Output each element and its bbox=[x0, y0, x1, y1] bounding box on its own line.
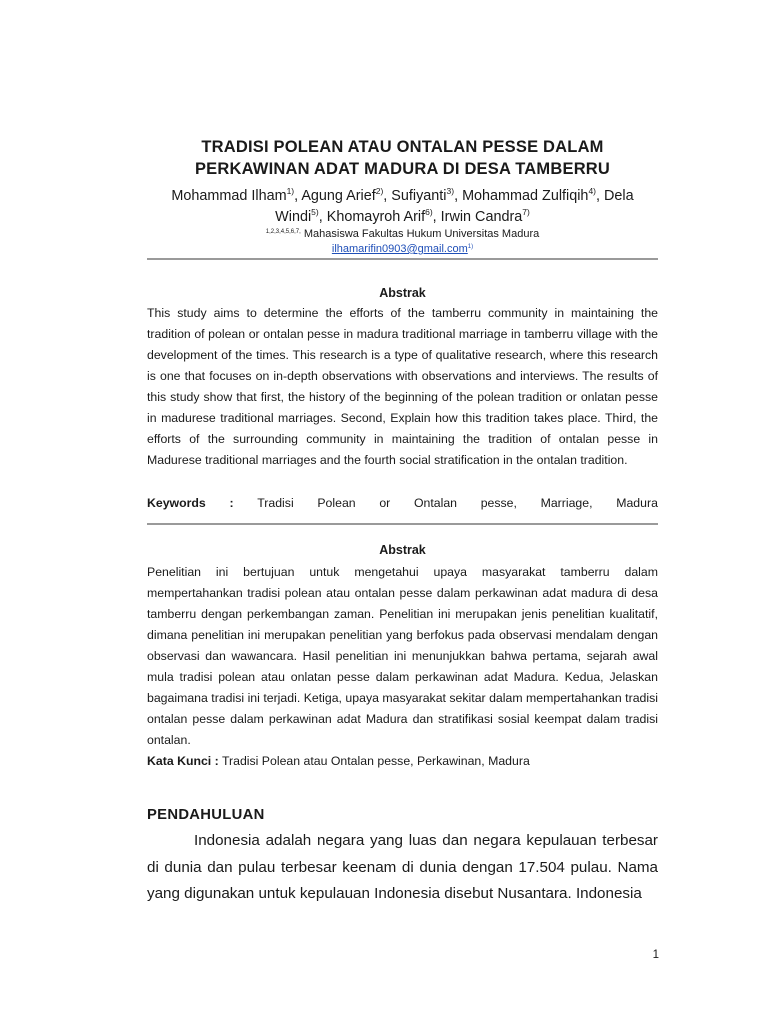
keyword: or bbox=[379, 496, 391, 510]
author-name: Agung Arief bbox=[301, 188, 376, 204]
page-number: 1 bbox=[652, 949, 659, 961]
author-separator: , bbox=[432, 209, 441, 225]
author-name: Sufiyanti bbox=[391, 188, 447, 204]
divider-top bbox=[147, 258, 658, 260]
kata-kunci-label: Kata Kunci : bbox=[147, 754, 219, 768]
author-mark: 6) bbox=[425, 207, 433, 217]
affiliation-text: Mahasiswa Fakultas Hukum Universitas Madura bbox=[303, 228, 540, 240]
keyword: Madura bbox=[616, 496, 658, 510]
author-separator: , bbox=[318, 209, 327, 225]
title-line-1: TRADISI POLEAN ATAU ONTALAN PESSE DALAM bbox=[201, 138, 604, 156]
author-separator: , bbox=[596, 188, 604, 204]
abstract-id-heading: Abstrak bbox=[379, 543, 426, 557]
author-mark: 3) bbox=[446, 186, 455, 196]
section-heading: PENDAHULUAN bbox=[147, 807, 265, 823]
keyword: Polean bbox=[317, 496, 356, 510]
author-separator: , bbox=[454, 188, 463, 204]
contact-email bbox=[147, 242, 658, 256]
intro-paragraph: Indonesia adalah negara yang luas dan negara kepulauan terbesar di dunia dan pulau terbesar keenam di dunia dengan 17.504 pulau. Nama yang digunakan untuk kepulauan Indonesia disebut Nusantara. Indonesia bbox=[147, 832, 658, 902]
keyword: Marriage, bbox=[540, 496, 593, 510]
author-list bbox=[147, 186, 658, 228]
author-name: Khomayroh Arif bbox=[326, 209, 426, 225]
abstract-id-body: Penelitian ini bertujuan untuk mengetahui upaya masyarakat tamberru dalam mempertahankan tradisi polean atau ontalan pesse dalam perkawinan adat madura di desa tamberru dengan perkembangan zaman. Penelitian ini merupakan jenis penelitian kualitatif, dimana penelitian ini merupakan penelitian yang berfokus pada observasi mendalam dengan observasi dan wawancara. Hasil penelitian ini menunjukkan bahwa pertama, sejarah awal mula tradisi polean atau onlatan pesse dalam perkawinan adat Madura. Kedua, Jelaskan bagaimana tradisi ini terjadi. Ketiga, upaya masyarakat sekitar dalam mempertahankan tradisi ontalan pesse dalam perkawinan adat Madura dan stratifikasi sosial keempat dalam tradisi ontalan. bbox=[147, 565, 658, 747]
keyword: Tradisi bbox=[257, 496, 294, 510]
email-link[interactable]: ilhamarifin0903@gmail.com bbox=[331, 243, 468, 255]
author-separator: , bbox=[383, 188, 392, 204]
title-line-2: PERKAWINAN ADAT MADURA DI DESA TAMBERRU bbox=[194, 160, 611, 178]
keywords-label: Keywords bbox=[147, 496, 206, 510]
author-name: Mohammad Ilham bbox=[171, 188, 287, 204]
author-mark: 4) bbox=[588, 186, 596, 196]
email-mark: 1) bbox=[467, 244, 474, 250]
affiliation bbox=[147, 227, 658, 241]
affiliation-marks: 1,2,3,4,5,6,7, bbox=[265, 229, 301, 235]
keyword: pesse, bbox=[480, 496, 517, 510]
divider-bottom bbox=[147, 523, 658, 525]
paper-title bbox=[147, 136, 658, 180]
author-mark: 7) bbox=[522, 207, 530, 217]
keyword: Ontalan bbox=[413, 496, 458, 510]
keywords-en bbox=[147, 495, 658, 511]
abstract-en-body: This study aims to determine the efforts of the tamberru community in maintaining the tradition of polean or ontalan pesse in madura traditional marriage in tamberru village with the development of the times. This research is a type of qualitative research, where this research is one that focuses on in-depth observations with observations and interviews. The results of this study show that first, the history of the beginning of the polean tradition or onlatan pesse in madurese traditional marriages. Second, Explain how this tradition takes place. Third, the efforts of the surrounding community in maintaining the tradition of ontalan pesse in Madurese traditional marriages and the fourth social stratification in the ontalan tradition. bbox=[147, 306, 658, 467]
author-name: Dela Windi bbox=[275, 188, 634, 225]
author-name: Mohammad Zulfiqih bbox=[462, 188, 589, 204]
author-mark: 2) bbox=[375, 186, 384, 196]
keywords-colon: : bbox=[229, 496, 234, 510]
keywords-id bbox=[147, 753, 658, 769]
author-name: Irwin Candra bbox=[440, 209, 523, 225]
abstract-en-heading: Abstrak bbox=[379, 286, 426, 300]
author-separator: , bbox=[294, 188, 302, 204]
author-mark: 5) bbox=[311, 207, 319, 217]
kata-kunci-values: Tradisi Polean atau Ontalan pesse, Perkawinan, Madura bbox=[221, 754, 530, 768]
author-mark: 1) bbox=[286, 186, 295, 196]
